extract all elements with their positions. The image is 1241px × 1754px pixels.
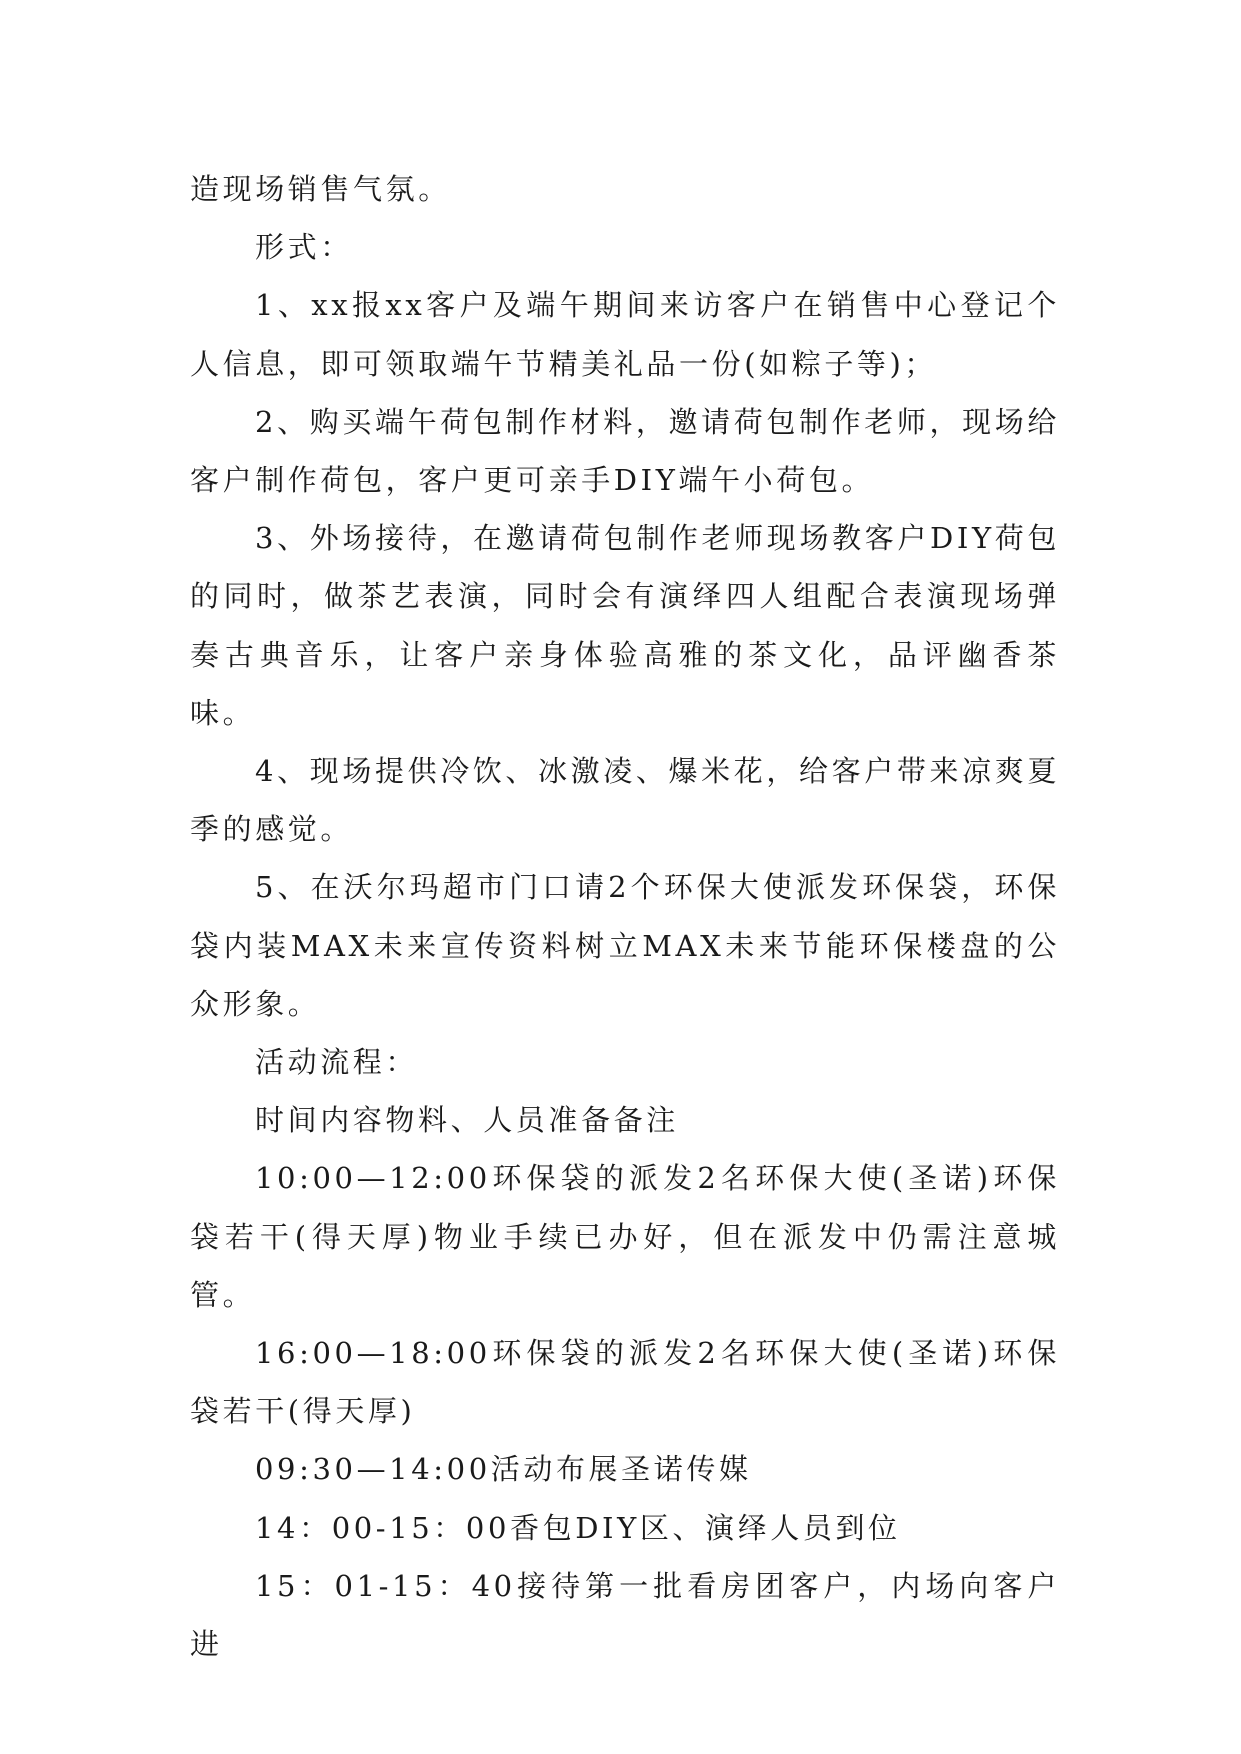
paragraph-schedule-row-3: 09:30—14:00活动布展圣诺传媒 [255, 1452, 752, 1487]
paragraph-schedule-row-4: 14：00-15：00香包DIY区、演绎人员到位 [255, 1510, 901, 1545]
document-body [190, 160, 1060, 1673]
paragraph-intro-tail: 造现场销售气氛。 [190, 172, 451, 206]
paragraph-format-heading: 形式： [255, 230, 353, 265]
paragraph-process-heading: 活动流程： [255, 1045, 419, 1080]
paragraph-item-3: 3、外场接待，在邀请荷包制作老师现场教客户DIY荷包的同时，做茶艺表演，同时会有演绎四人组配合表演现场弹奏古典音乐，让客户亲身体验高雅的茶文化，品评幽香茶味。 [190, 521, 1060, 730]
paragraph-schedule-row-2: 16:00—18:00环保袋的派发2名环保大使(圣诺)环保袋若干(得天厚) [190, 1336, 1060, 1429]
paragraph-schedule-row-1: 10:00—12:00环保袋的派发2名环保大使(圣诺)环保袋若干(得天厚)物业手续已办好，但在派发中仍需注意城管。 [190, 1161, 1060, 1312]
paragraph-item-2: 2、购买端午荷包制作材料，邀请荷包制作老师，现场给客户制作荷包，客户更可亲手DIY端午小荷包。 [190, 404, 1060, 498]
paragraph-schedule-row-5: 15：01-15：40接待第一批看房团客户，内场向客户进 [190, 1568, 1060, 1662]
paragraph-item-4: 4、现场提供冷饮、冰激凌、爆米花，给客户带来凉爽夏季的感觉。 [190, 754, 1060, 847]
paragraph-schedule-header: 时间内容物料、人员准备备注 [255, 1103, 679, 1138]
paragraph-item-5: 5、在沃尔玛超市门口请2个环保大使派发环保袋，环保袋内装MAX未来宣传资料树立MAX未来节能环保楼盘的公众形象。 [190, 870, 1060, 1021]
paragraph-item-1: 1、xx报xx客户及端午期间来访客户在销售中心登记个人信息，即可领取端午节精美礼品一份(如粽子等)； [190, 288, 1060, 381]
